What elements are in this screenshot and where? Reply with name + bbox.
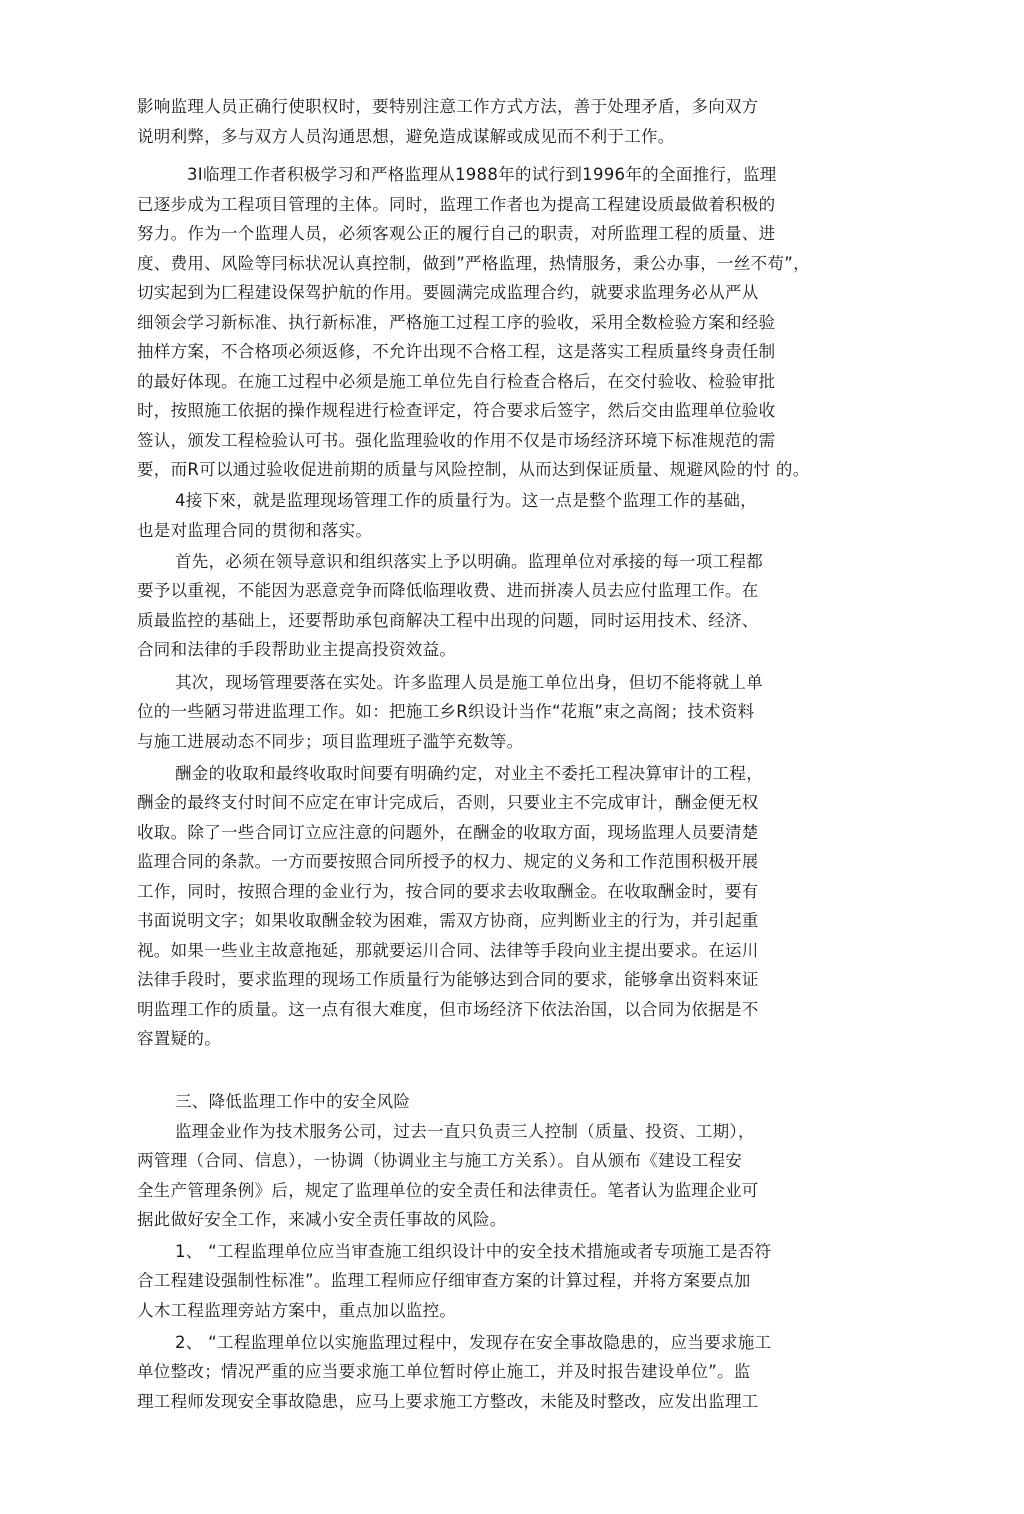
- text-line: 其次，现场管理要落在实处。许多监理人员是施工单位出身，但切不能将就丄单: [175, 673, 763, 692]
- text-line: 单位整改；情况严重的应当要求施工单位暂时停止施工，并及时报告建设单位”。监: [137, 1362, 751, 1381]
- text-line: 酬金的收取和最终收取时间要有明确约定，对业主不委托工程决算审计的工程，: [175, 764, 763, 783]
- text-line: 切实起到为匚程建设保驾护航的作用。要圆满完成监理合约，就要求监理务必从严从: [137, 283, 759, 302]
- text-line: 抽样方案，不合格项必须返修，不允许出现不合格工程，这是落实工程质量终身责任制: [137, 342, 776, 361]
- text-line: 3I临理工作者积极学习和严格监理从1988年的试行到1996年的全面推行，监理: [187, 165, 777, 184]
- text-line: 合工程建设强制性标准”。监理工程师应仔细审查方案的计算过程，并将方案要点加: [137, 1271, 751, 1290]
- text-line: 要予以重视，不能因为恶意竞争而降低临理收费、进而拼凑人员去应付监理工作。在: [137, 581, 759, 600]
- text-line: 也是对监理合同的贯彻和落实。: [137, 521, 373, 540]
- text-line: 细领会学习新标准、执行新标准，严格施工过程工序的验收，采用全数检验方案和经验: [137, 313, 776, 332]
- section-heading: 三、降低监理工作中的安全风险: [175, 1092, 411, 1111]
- text-line: 度、费用、风险等冃标状况认真控制，做到”严格监理，热情服务，秉公办事，一丝不苟”，: [137, 254, 810, 273]
- text-line: 收取。除了一些合同订立应注意的问题外，在酬金的收取方面，现场监理人员要清楚: [137, 823, 759, 842]
- text-line: 人木工程监理旁站方案中，重点加以监控。: [137, 1301, 457, 1320]
- text-line: 2、 “工程监理单位以实施监理过程中，发现存在安全事故隐患的，应当要求施工: [175, 1333, 772, 1352]
- text-line: 监理金业作为技术服务公司，过去一直只负责三人控制（质量、投资、工期），: [175, 1122, 755, 1141]
- text-line: 合同和法律的手段帮助业主提高投资效益。: [137, 640, 457, 659]
- text-line: 监理合同的条款。一方而要按照合同所授予的权力、规定的义务和工作范围积极开展: [137, 852, 759, 871]
- text-line: 已逐步成为工程项目管理的主体。同时，监理工作者也为提高工程建设质最做着积极的: [137, 195, 776, 214]
- text-line: 全生产管理条例》后，规定了监理单位的安全责任和法律责任。笔者认为监理企业可: [137, 1181, 759, 1200]
- text-line: 明监理工作的质量。这一点有很大难度，但市场经济下依法治国，以合同为依据是不: [137, 1000, 759, 1019]
- text-line: 质最监控的基础上，还要帮助承包商解决工程中出现的问题，同时运用技术、经济、: [137, 611, 759, 630]
- text-line: 位的一些陋习带进监理工作。如：把施工乡R织设计当作“花瓶”束之高阁；技术资料: [137, 702, 755, 721]
- text-line: 工作，同时，按照合理的金业行为，按合同的要求去收取酬金。在收取酬金时，要有: [137, 882, 759, 901]
- text-line: 容置疑的。: [137, 1029, 221, 1048]
- text-line: 两管理（合同、信息），一协调（协调业主与施工方关系）。自从颁布《建设工程安: [137, 1151, 743, 1170]
- text-line: 说明利弊，多与双方人员沟通思想，避免造成谋解或成见而不利于工作。: [137, 127, 675, 146]
- text-line: 1、 “工程监理单位应当审查施工组织设计中的安全技术措施或者专项施工是否符: [175, 1242, 772, 1261]
- text-line: 与施工进展动态不同步；项目监理班子滥竽充数等。: [137, 732, 524, 751]
- text-line: 要，而R可以通过验收促进前期的质量与风险控制，从而达到保证质量、规避风险的忖 的。: [137, 460, 810, 479]
- text-line: 努力。作为一个监理人员，必须客观公正的履行自己的职责，对所监理工程的质量、进: [137, 224, 776, 243]
- text-line: 首先，必须在领导意识和组织落实上予以明确。监理单位对承接的每一项工程都: [175, 552, 763, 571]
- text-line: 时，按照施工依据的操作规程进行检查评定，符合要求后签字，然后交由监理单位验收: [137, 401, 776, 420]
- text-line: 的最好体现。在施工过程中必须是施工单位先自行检查合格后，在交付验收、检验审批: [137, 372, 776, 391]
- text-line: 签认，颁发工程检验认可书。强化监理验收的作用不仅是市场经济环境下标准规范的需: [137, 431, 776, 450]
- text-line: 4接下來，就是监理现场管理工作的质量行为。这一点是整个监理工作的基础，: [175, 491, 757, 510]
- text-line: 法律手段时，要求监理的现场工作质量行为能够达到合同的要求，能够拿出资料來证: [137, 970, 759, 989]
- text-line: 书面说明文字；如果收取酬金较为困难，需双方协商，应判断业主的行为，并引起重: [137, 911, 759, 930]
- text-line: 视。如果一些业主故意拖延，那就要运川合同、法律等手段向业主提出要求。在运川: [137, 941, 759, 960]
- text-line: 酬金的最终支付时间不应定在审计完成后，否则，只要业主不完成审计，酬金便无权: [137, 793, 759, 812]
- text-line: 影响监理人员正确行使职权时，要特别注意工作方式方法，善于处理矛盾，多向双方: [137, 97, 759, 116]
- text-line: 据此做好安全工作，来减小安全责任事故的风险。: [137, 1210, 507, 1229]
- text-line: 理工程师发现安全事故隐患，应马上要求施工方整改，未能及时整改，应发出监理工: [137, 1392, 759, 1411]
